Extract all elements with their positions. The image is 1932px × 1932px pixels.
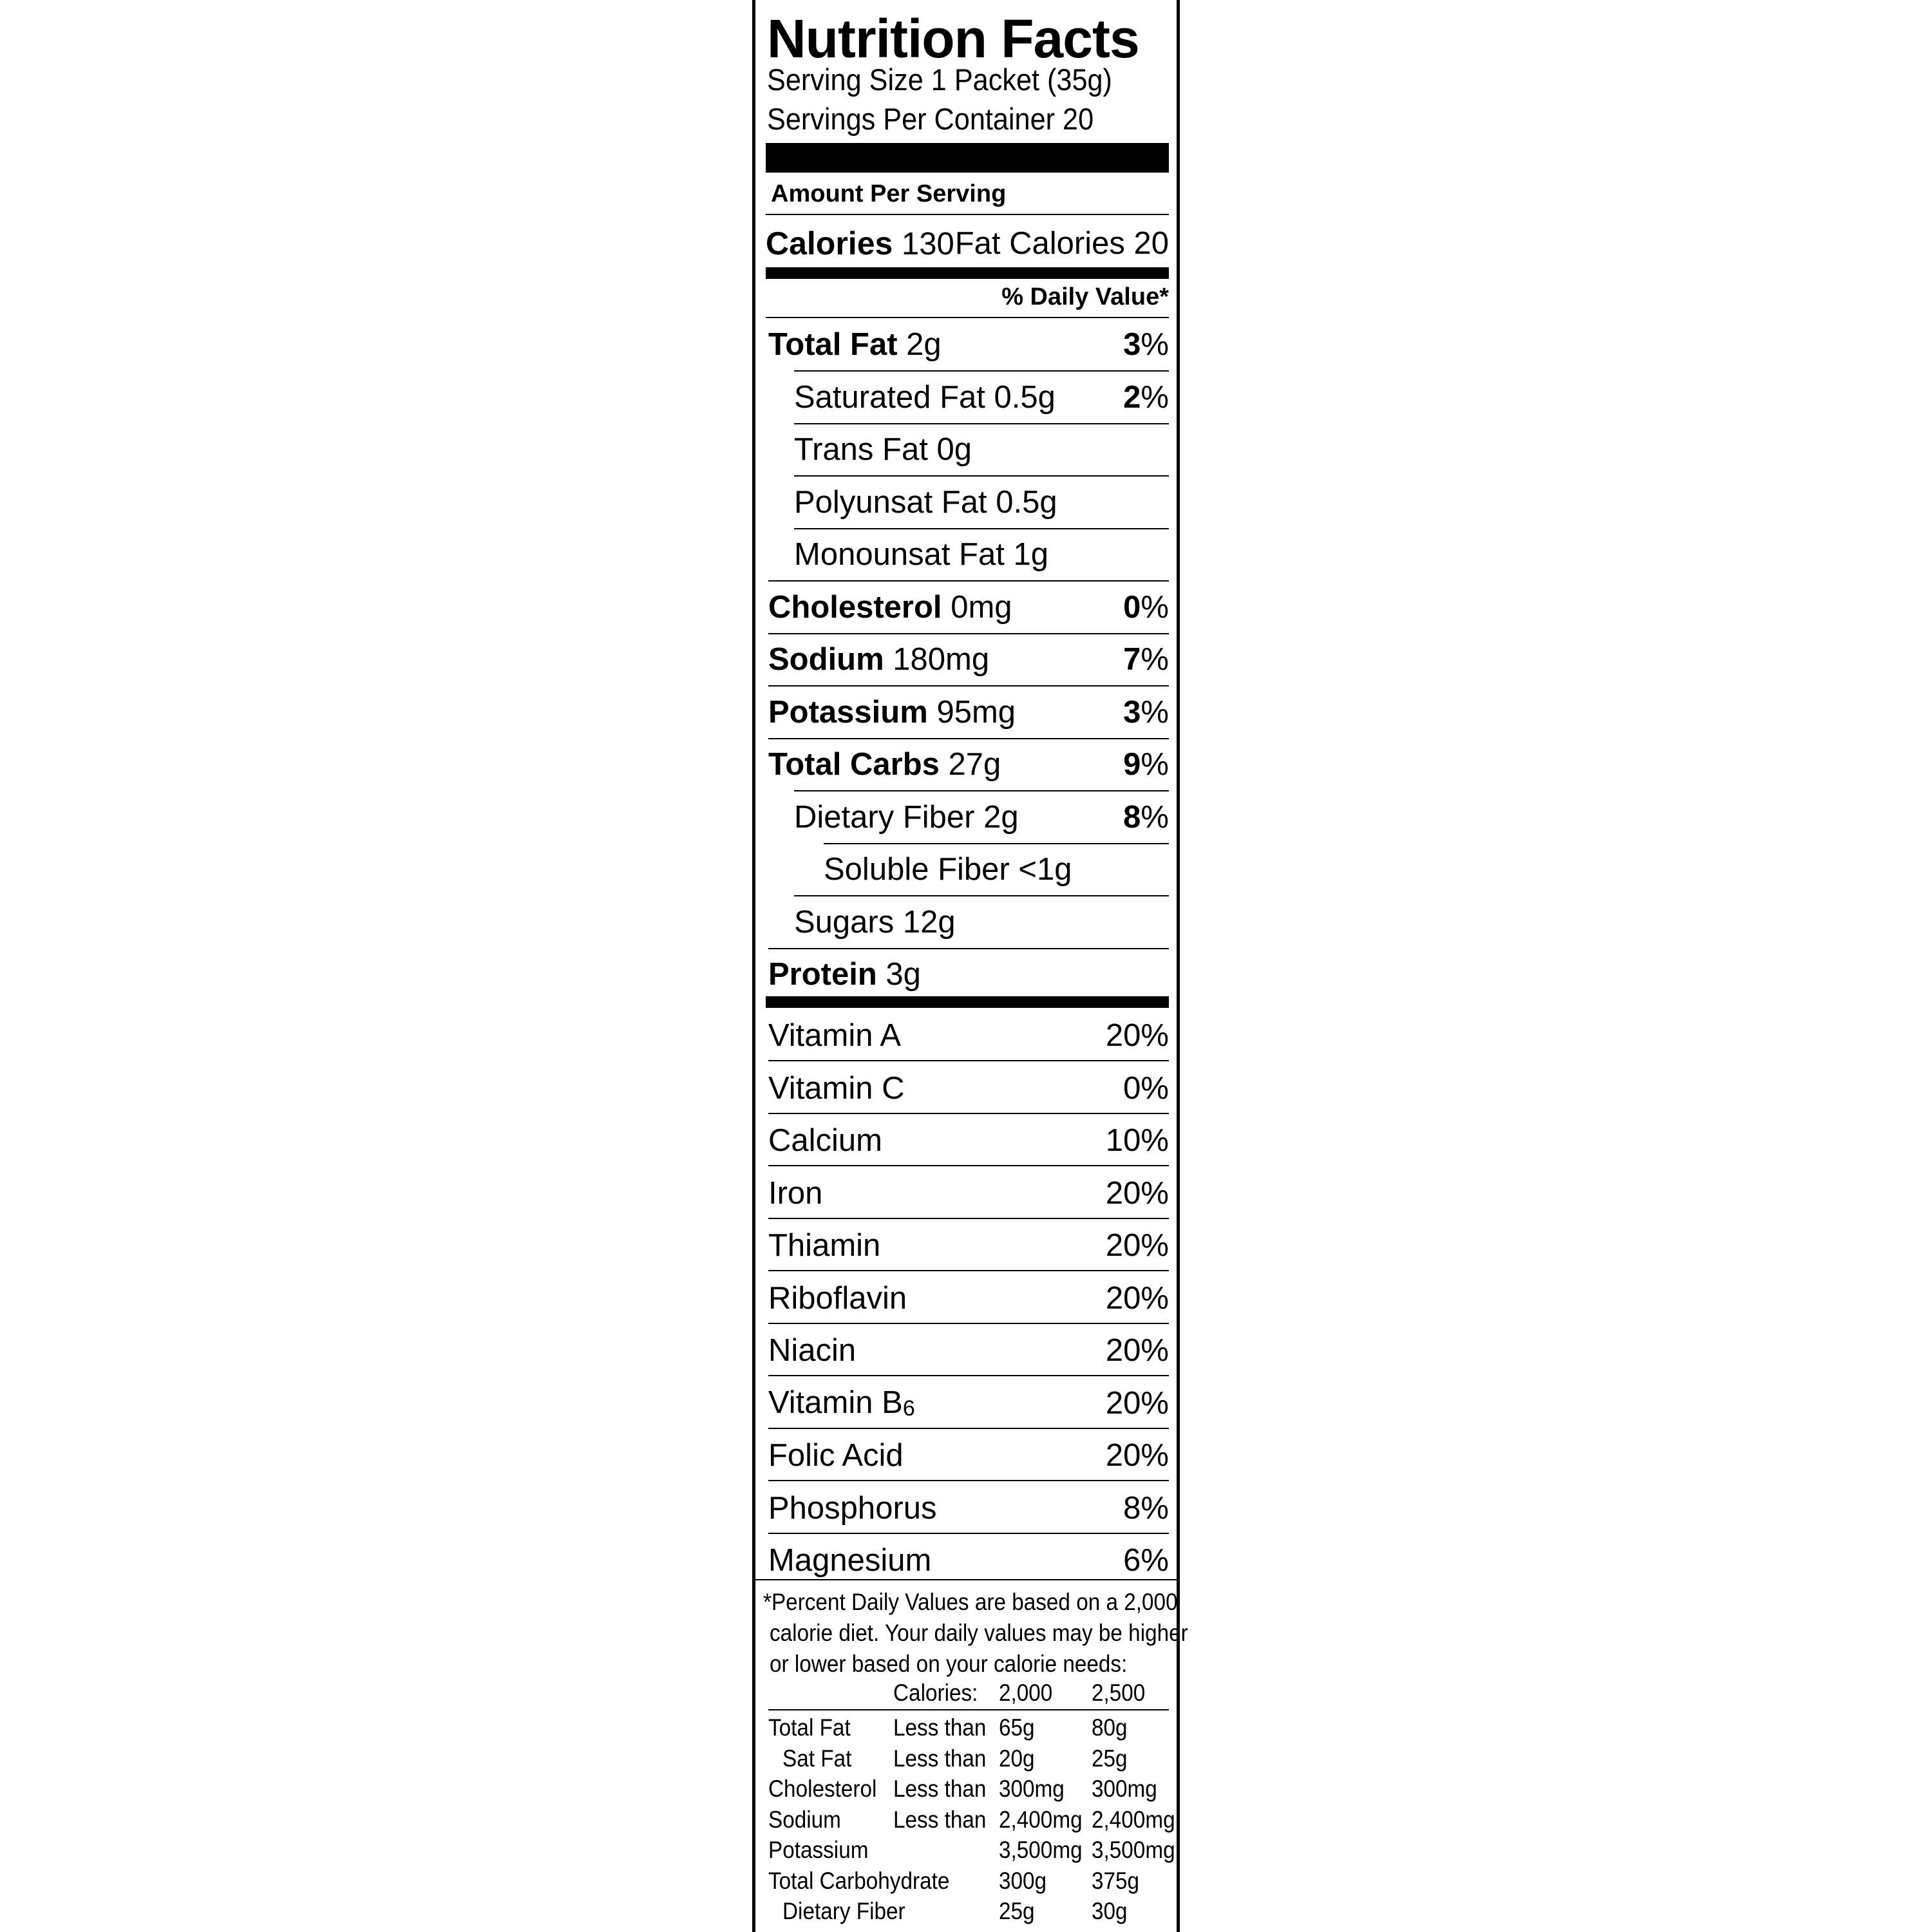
- vitamin-daily-value: 0%: [1123, 1070, 1169, 1106]
- label-title: Nutrition Facts: [767, 8, 1139, 69]
- vitamin-row: [766, 1010, 1169, 1061]
- footnote-cell-col2: 300mg: [1092, 1776, 1157, 1802]
- nutrient-name-group: [768, 956, 921, 992]
- vitamin-row: [766, 1482, 1169, 1534]
- nutrient-amount: 0mg: [951, 589, 1012, 625]
- footnote-cell-name: Total Carbohydrate: [768, 1867, 950, 1894]
- vitamin-subscript: 6: [902, 1396, 915, 1421]
- divider: [768, 1533, 1169, 1534]
- footnote-cell-col2: 25g: [1092, 1745, 1128, 1772]
- footnote-cell-col2: 375g: [1092, 1867, 1140, 1894]
- vitamin-row: [766, 1273, 1169, 1324]
- nutrient-name: Potassium: [768, 694, 928, 730]
- nutrient-name-group: [794, 536, 1048, 573]
- footnote-cell-col1: 3,500mg: [999, 1837, 1083, 1863]
- nutrition-facts-label: [752, 0, 1188, 1932]
- footnote-cell-col2: 2,400mg: [1092, 1806, 1175, 1833]
- daily-value-number: 7: [1123, 642, 1141, 677]
- nutrient-amount: 27g: [948, 747, 1001, 782]
- vitamin-name: Niacin: [768, 1333, 857, 1368]
- divider: [768, 1270, 1169, 1271]
- percent-sign: %: [1141, 327, 1169, 362]
- daily-value-number: 3: [1123, 327, 1141, 362]
- vitamin-daily-value: 20%: [1105, 1175, 1169, 1211]
- nutrient-name-group: [794, 904, 956, 940]
- nutrient-row: [766, 477, 1169, 528]
- vitamin-name: Vitamin C: [768, 1070, 905, 1106]
- footnote-cell-col1: 20g: [999, 1745, 1035, 1772]
- divider: [766, 317, 1169, 318]
- footnote-divider: [755, 1579, 1177, 1580]
- calories-label: Calories: [766, 225, 893, 261]
- vitamin-daily-value: 20%: [1105, 1018, 1169, 1053]
- nutrient-row: [766, 844, 1169, 895]
- vitamin-row: [766, 1063, 1169, 1114]
- footnote-cell-name: Cholesterol: [768, 1776, 877, 1802]
- calories-row: [766, 218, 1169, 269]
- amount-per-serving: Amount Per Serving: [771, 180, 1007, 207]
- percent-sign: %: [1141, 379, 1169, 415]
- footnote-cell-qual: Less than: [893, 1714, 987, 1741]
- nutrient-name-group: [824, 851, 1072, 887]
- calories-left: [766, 225, 954, 262]
- nutrient-name: Sodium: [768, 642, 884, 677]
- vitamin-name: Vitamin A: [768, 1018, 902, 1053]
- divider: [766, 214, 1169, 215]
- nutrient-name: Protein: [768, 957, 877, 992]
- nutrient-name: Cholesterol: [768, 589, 942, 625]
- nutrient-row: [766, 634, 1169, 685]
- footnote-cell-col1: 25g: [999, 1898, 1035, 1924]
- vitamin-name: Iron: [768, 1175, 823, 1211]
- footnote-header-col2: 2,500: [1092, 1680, 1146, 1706]
- vitamin-daily-value: 8%: [1123, 1490, 1169, 1526]
- footnote-cell-qual: Less than: [893, 1776, 987, 1802]
- nutrient-name-group: [768, 694, 1016, 730]
- divider: [768, 1113, 1169, 1114]
- nutrient-row: [766, 372, 1169, 423]
- footnote-cell-col1: 2,400mg: [999, 1806, 1083, 1833]
- divider: [768, 1218, 1169, 1219]
- nutrient-row: [766, 582, 1169, 633]
- nutrient-row: [766, 739, 1169, 790]
- vitamin-name-group: [768, 1280, 907, 1316]
- footnote-cell-qual: Less than: [893, 1806, 987, 1833]
- vitamin-daily-value: 6%: [1123, 1543, 1169, 1578]
- divider: [768, 1060, 1169, 1061]
- vitamin-daily-value: 20%: [1105, 1333, 1169, 1368]
- nutrient-daily-value: [1123, 694, 1169, 730]
- vitamin-daily-value: 20%: [1105, 1438, 1169, 1473]
- vitamin-row: [766, 1168, 1169, 1219]
- nutrient-row: [766, 529, 1169, 580]
- serving-size: Serving Size 1 Packet (35g): [767, 62, 1112, 97]
- percent-sign: %: [1141, 799, 1169, 835]
- vitamin-name: Vitamin B: [768, 1385, 903, 1420]
- percent-sign: %: [1141, 747, 1169, 782]
- footnote-header-label: Calories:: [893, 1680, 978, 1706]
- footnote-header-col1: 2,000: [999, 1680, 1053, 1706]
- vitamin-row: [766, 1378, 1169, 1429]
- nutrient-name: Total Fat: [768, 327, 898, 362]
- nutrient-row: [766, 791, 1169, 843]
- servings-per-container: Servings Per Container 20: [767, 102, 1094, 136]
- daily-value-number: 3: [1123, 694, 1141, 730]
- footnote-cell-name: Potassium: [768, 1837, 869, 1863]
- nutrient-amount: 2g: [906, 327, 942, 362]
- footnote-cell-col1: 300g: [999, 1867, 1047, 1894]
- vitamin-name: Folic Acid: [768, 1438, 904, 1473]
- footnote-cell-col1: 65g: [999, 1714, 1035, 1741]
- vitamin-name: Calcium: [768, 1123, 882, 1158]
- footnote-cell-name: Total Fat: [768, 1714, 851, 1741]
- vitamin-name-group: [768, 1490, 937, 1526]
- nutrient-name: Trans Fat 0g: [794, 432, 972, 467]
- nutrient-name: Monounsat Fat 1g: [794, 537, 1048, 572]
- nutrient-daily-value: [1123, 641, 1169, 677]
- vitamin-name-group: [768, 1227, 880, 1264]
- footnote-line: calorie diet. Your daily values may be higher: [770, 1620, 1188, 1646]
- divider: [768, 1480, 1169, 1481]
- vitamin-name: Riboflavin: [768, 1280, 907, 1316]
- vitamin-row: [766, 1430, 1169, 1481]
- thick-divider: [766, 143, 1169, 173]
- vitamin-name: Thiamin: [768, 1228, 881, 1263]
- footnote-line: or lower based on your calorie needs:: [770, 1651, 1128, 1677]
- nutrient-name-group: [794, 379, 1056, 415]
- nutrient-name: Total Carbs: [768, 747, 940, 782]
- nutrient-row: [766, 687, 1169, 738]
- medium-divider: [766, 996, 1169, 1008]
- nutrient-name-group: [794, 484, 1057, 520]
- vitamin-name-group: [768, 1385, 915, 1421]
- vitamin-daily-value: 20%: [1105, 1280, 1169, 1316]
- footnote-cell-col2: 3,500mg: [1092, 1837, 1175, 1863]
- nutrient-row: [766, 896, 1169, 948]
- nutrient-amount: 95mg: [936, 694, 1016, 730]
- footnote-cell-name: Sodium: [768, 1806, 841, 1833]
- footnote-cell-col2: 80g: [1092, 1714, 1128, 1741]
- daily-value-number: 8: [1123, 799, 1141, 835]
- nutrient-name: Soluble Fiber <1g: [824, 852, 1072, 887]
- nutrient-row: [766, 949, 1169, 1000]
- vitamin-name-group: [768, 1122, 882, 1159]
- vitamin-daily-value: 20%: [1105, 1385, 1169, 1421]
- divider: [768, 1165, 1169, 1166]
- vitamin-name-group: [768, 1437, 904, 1473]
- vitamin-name: Phosphorus: [768, 1490, 937, 1526]
- percent-sign: %: [1141, 589, 1169, 625]
- nutrient-name: Sugars 12g: [794, 904, 956, 940]
- nutrient-daily-value: [1123, 379, 1169, 415]
- nutrient-name-group: [768, 641, 989, 677]
- nutrient-row: [766, 424, 1169, 475]
- footnote-line: *Percent Daily Values are based on a 2,000: [763, 1589, 1178, 1615]
- calories-value: 130: [901, 227, 954, 261]
- vitamin-name-group: [768, 1018, 901, 1054]
- divider: [768, 1428, 1169, 1429]
- daily-value-number: 2: [1123, 379, 1141, 415]
- nutrient-name: Dietary Fiber 2g: [794, 799, 1019, 835]
- percent-sign: %: [1141, 694, 1169, 730]
- percent-sign: %: [1141, 642, 1169, 677]
- vitamin-row: [766, 1115, 1169, 1166]
- divider: [768, 1375, 1169, 1376]
- footnote-cell-qual: Less than: [893, 1745, 987, 1772]
- daily-value-header: % Daily Value*: [1001, 283, 1169, 310]
- nutrient-name-group: [794, 431, 972, 468]
- vitamin-name-group: [768, 1175, 822, 1211]
- nutrient-daily-value: [1123, 589, 1169, 625]
- footnote-table-divider: [768, 1709, 1169, 1710]
- nutrient-name-group: [768, 746, 1001, 782]
- vitamin-name-group: [768, 1332, 856, 1368]
- nutrient-daily-value: [1123, 746, 1169, 782]
- nutrient-daily-value: [1123, 327, 1169, 363]
- nutrient-daily-value: [1123, 799, 1169, 835]
- vitamin-name-group: [768, 1542, 931, 1578]
- nutrient-name: Polyunsat Fat 0.5g: [794, 484, 1057, 520]
- nutrient-amount: 180mg: [893, 642, 990, 677]
- vitamin-row: [766, 1535, 1169, 1586]
- medium-divider: [766, 267, 1169, 279]
- daily-value-number: 9: [1123, 747, 1141, 782]
- nutrient-row: [766, 319, 1169, 370]
- nutrient-name-group: [768, 589, 1012, 625]
- vitamin-name-group: [768, 1070, 905, 1106]
- footnote-cell-name: Dietary Fiber: [782, 1898, 905, 1924]
- nutrient-amount: 3g: [886, 957, 921, 992]
- daily-value-number: 0: [1123, 589, 1141, 625]
- vitamin-daily-value: 10%: [1105, 1123, 1169, 1158]
- vitamin-daily-value: 20%: [1105, 1228, 1169, 1263]
- vitamin-name: Magnesium: [768, 1543, 932, 1578]
- footnote-cell-name: Sat Fat: [782, 1745, 852, 1772]
- nutrient-name-group: [794, 799, 1019, 835]
- footnote-cell-col2: 30g: [1092, 1898, 1128, 1924]
- vitamin-row: [766, 1220, 1169, 1271]
- nutrient-name-group: [768, 327, 942, 363]
- fat-calories: Fat Calories 20: [954, 226, 1169, 261]
- footnote-cell-col1: 300mg: [999, 1776, 1065, 1802]
- vitamin-row: [766, 1325, 1169, 1376]
- nutrient-name: Saturated Fat 0.5g: [794, 379, 1056, 415]
- divider: [768, 1323, 1169, 1324]
